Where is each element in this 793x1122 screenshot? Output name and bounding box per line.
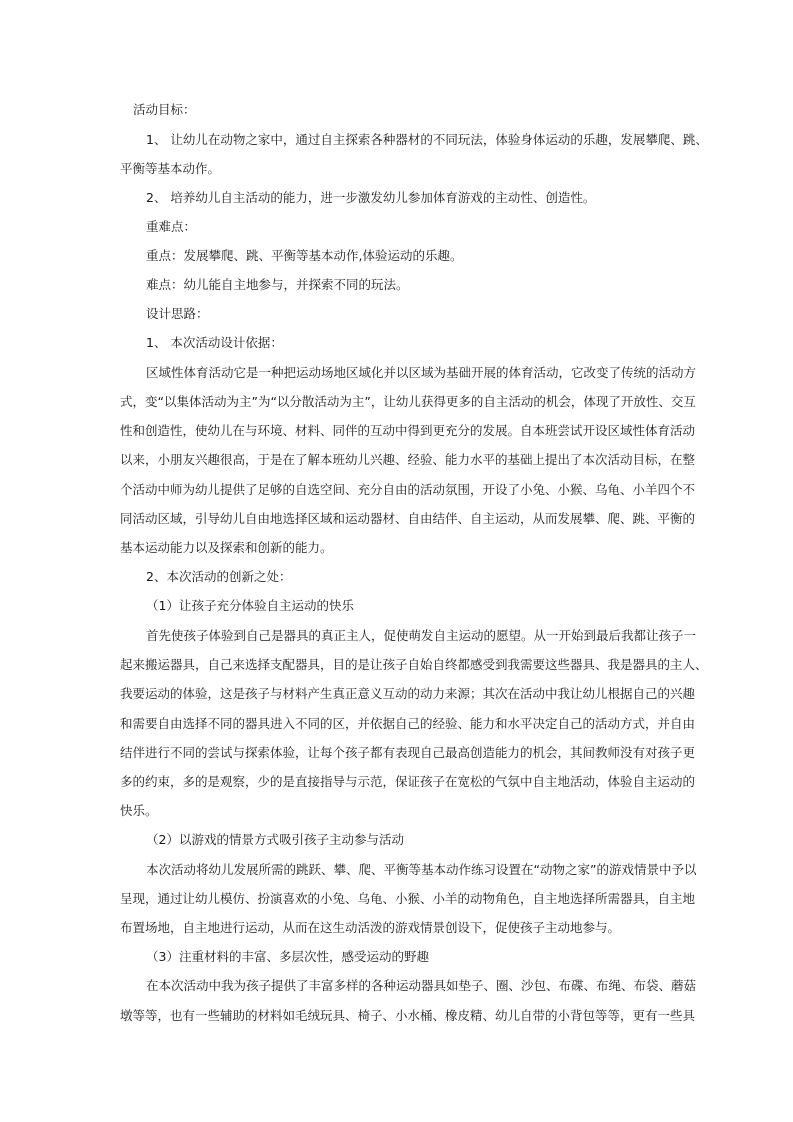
paragraph-line: 起来搬运器具，自己来选择支配器具，目的是让孩子自始自终都感受到我需要这些器具、我是器具的主人、: [120, 657, 708, 672]
paragraph-line: 区域性体育活动它是一种把运动场地区域化并以区域为基础开展的体育活动，它改变了传统的活动方: [146, 365, 697, 380]
paragraph-line: 结伴进行不同的尝试与探索体验，让每个孩子都有表现自己最高创造能力的机会，其间教师没有对孩子更: [120, 745, 696, 760]
paragraph-line: 个活动中师为幼儿提供了足够的自选空间、充分自由的活动氛围，开设了小兔、小猴、乌龟、小羊四个不: [120, 482, 696, 497]
heading-key-difficult-points: 重难点：: [146, 219, 197, 234]
subsection-1-heading: （1）让孩子充分体验自主运动的快乐: [146, 598, 354, 613]
paragraph-line: 呈现，通过让幼儿模仿、扮演喜欢的小兔、乌龟、小猴、小羊的动物角色，自主地选择所需器具，自主地: [120, 891, 696, 906]
paragraph-line: 同活动区域，引导幼儿自由地选择区域和运动器材、自由结伴、自主运动，从而发展攀、爬、跳、平衡的: [120, 511, 696, 526]
section-2-heading: 2、本次活动的创新之处：: [146, 569, 292, 584]
paragraph-line: 性和创造性，使幼儿在与环境、材料、同伴的互动中得到更充分的发展。自本班尝试开设区域性体育活动: [120, 423, 696, 438]
heading-design-ideas: 设计思路：: [146, 306, 209, 321]
paragraph-line: 布置场地，自主地进行运动，从而在这生动活泼的游戏情景创设下，促使孩子主动地参与。: [120, 920, 621, 935]
paragraph-line: 本次活动将幼儿发展所需的跳跃、攀、爬、平衡等基本动作练习设置在“动物之家”的游戏情景中予以: [146, 862, 697, 877]
paragraph-line: 式，变“以集体活动为主”为“以分散活动为主”，让幼儿获得更多的自主活动的机会，体现了开放性、交互: [120, 394, 696, 409]
paragraph-line: 墩等等，也有一些辅助的材料如毛绒玩具、椅子、小水桶、橡皮精、幼儿自带的小背包等等，更有一些具: [120, 1008, 696, 1023]
difficult-point: 难点：幼儿能自主地参与，并探索不同的玩法。: [146, 277, 409, 292]
paragraph-line: 我要运动的体验，这是孩子与材料产生真正意义互动的动力来源；其次在活动中我让幼儿根据自己的兴趣: [120, 686, 696, 701]
paragraph-line: 以来，小朋友兴趣很高，于是在了解本班幼儿兴趣、经验、能力水平的基础上提出了本次活动目标，在整: [120, 452, 696, 467]
paragraph-line: 多的约束，多的是观察，少的是直接指导与示范，保证孩子在宽松的气氛中自主地活动，体验自主运动的: [120, 774, 696, 789]
goal-2: 2、 培养幼儿自主活动的能力，进一步激发幼儿参加体育游戏的主动性、创造性。: [146, 190, 596, 205]
goal-1-line-2: 平衡等基本动作。: [120, 161, 221, 176]
subsection-2-heading: （2）以游戏的情景方式吸引孩子主动参与活动: [146, 832, 404, 847]
paragraph-line: 在本次活动中我为孩子提供了丰富多样的各种运动器具如垫子、圈、沙包、布碟、布绳、布袋、蘑菇: [146, 978, 697, 993]
subsection-3-heading: （3）注重材料的丰富、多层次性，感受运动的野趣: [146, 949, 429, 964]
paragraph-line: 基本运动能力以及探索和创新的能力。: [120, 540, 333, 555]
goal-1-line-1: 1、 让幼儿在动物之家中，通过自主探索各种器材的不同玩法，体验身体运动的乐趣，发展攀爬、跳、: [146, 132, 708, 147]
heading-activity-goals: 活动目标：: [133, 102, 196, 117]
paragraph-line: 快乐。: [120, 803, 158, 818]
section-1-heading: 1、 本次活动设计依据：: [146, 335, 283, 350]
key-point: 重点：发展攀爬、跳、平衡等基本动作,体验运动的乐趣。: [146, 248, 463, 263]
paragraph-line: 和需要自由选择不同的器具进入不同的区，并依据自己的经验、能力和水平决定自己的活动方式，并自由: [120, 716, 696, 731]
paragraph-line: 首先使孩子体验到自己是器具的真正主人，促使萌发自主运动的愿望。从一开始到最后我都让孩子一: [146, 628, 697, 643]
